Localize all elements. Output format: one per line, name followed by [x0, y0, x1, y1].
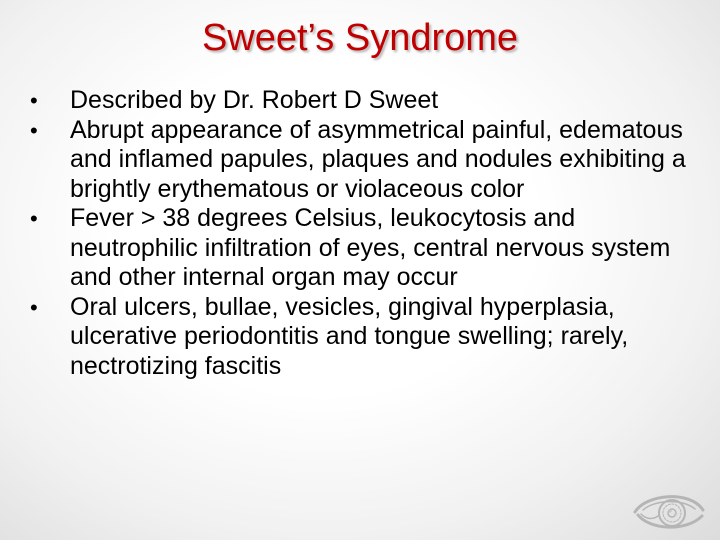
- bullet-item: [30, 293, 700, 382]
- bullet-marker: •: [30, 117, 38, 143]
- bullet-text: Fever > 38 degrees Celsius, leukocytosis and neutrophilic infiltration of eyes, central nervous system and other internal organ may occur: [70, 204, 671, 291]
- bullet-text: Described by Dr. Robert D Sweet: [70, 86, 439, 114]
- bullet-text: Oral ulcers, bullae, vesicles, gingival hyperplasia, ulcerative periodontitis and tongue swelling; rarely, nectrotizing fascitis: [70, 292, 629, 380]
- bullet-text: Abrupt appearance of asymmetrical painful, edematous and inflamed papules, plaques and nodules exhibiting a brightly erythematous or violaceous color: [70, 115, 686, 203]
- bullet-item: [30, 204, 700, 293]
- bullet-item: [30, 86, 700, 116]
- bullet-marker: •: [30, 206, 38, 231]
- bullet-list: [30, 86, 700, 381]
- bullet-item: [30, 116, 700, 205]
- eye-seal-logo-icon: [632, 488, 706, 532]
- bullet-marker: •: [30, 294, 38, 320]
- bullet-marker: •: [30, 88, 38, 113]
- slide-title: Sweet’s Syndrome: [201, 17, 519, 59]
